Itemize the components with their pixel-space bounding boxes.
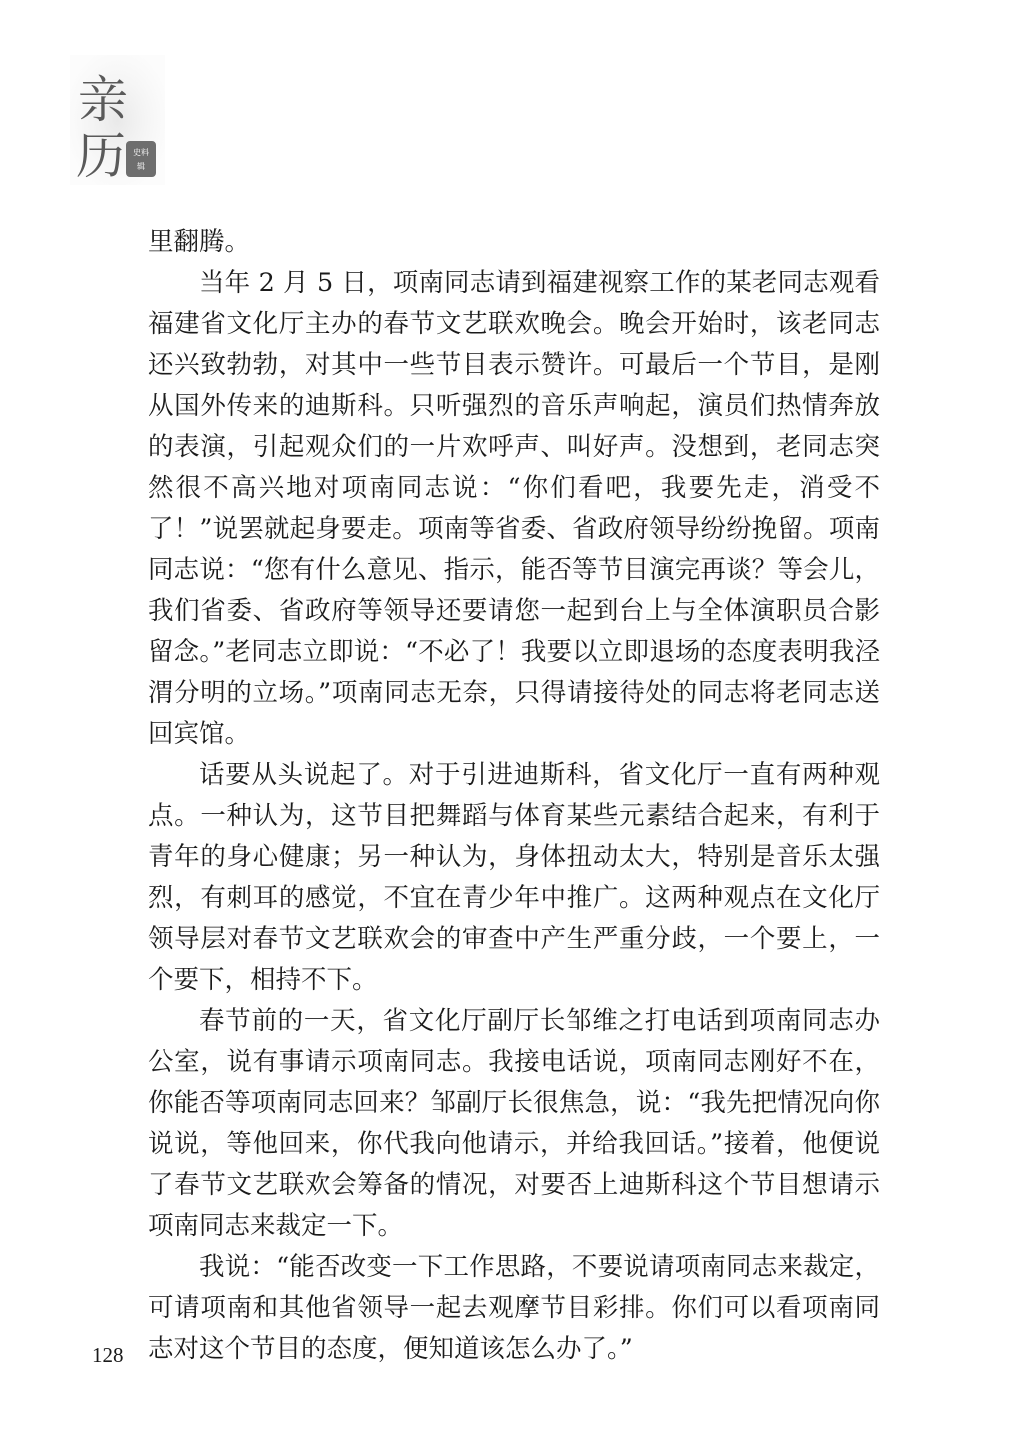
paragraph-continuation: 里翻腾。 bbox=[148, 227, 251, 257]
book-series-logo bbox=[70, 55, 165, 185]
paragraph: 话要从头说起了。对于引进迪斯科，省文化厅一直有两种观点。一种认为，这节目把舞蹈与体育某些元素结合起来，有利于青年的身心健康；另一种认为，身体扭动太大，特别是音乐太强烈，有刺耳的感觉，不宜在青少年中推广。这两种观点在文化厅领导层对春节文艺联欢会的审查中产生严重分歧，一个要上，一个要下，相持不下。 bbox=[148, 760, 880, 995]
svg-text:历: 历 bbox=[76, 127, 126, 185]
paragraph: 当年 2 月 5 日，项南同志请到福建视察工作的某老同志观看福建省文化厅主办的春节文艺联欢晚会。晚会开始时，该老同志还兴致勃勃，对其中一些节目表示赞许。可最后一个节目，是刚从国外传来的迪斯科。只听强烈的音乐声响起，演员们热情奔放的表演，引起观众们的一片欢呼声、叫好声。没想到，老同志突然很不高兴地对项南同志说：“你们看吧，我要先走，消受不了！”说罢就起身要走。项南等省委、省政府领导纷纷挽留。项南同志说：“您有什么意见、指示，能否等节目演完再谈？等会儿，我们省委、省政府等领导还要请您一起到台上与全体演职员合影留念。”老同志立即说：“不必了！我要以立即退场的态度表明我泾渭分明的立场。”项南同志无奈，只得请接待处的同志将老同志送回宾馆。 bbox=[148, 268, 880, 749]
svg-text:亲: 亲 bbox=[78, 71, 128, 129]
svg-text:辑: 辑 bbox=[137, 162, 145, 171]
paragraph: 春节前的一天，省文化厅副厅长邹维之打电话到项南同志办公室，说有事请示项南同志。我接电话说，项南同志刚好不在，你能否等项南同志回来？邹副厅长很焦急，说：“我先把情况向你说说，等他回来，你代我向他请示，并给我回话。”接着，他便说了春节文艺联欢会筹备的情况，对要否上迪斯科这个节目想请示项南同志来裁定一下。 bbox=[148, 1006, 880, 1241]
page-number: 128 bbox=[92, 1343, 124, 1367]
svg-text:史料: 史料 bbox=[133, 148, 149, 157]
page-body-text bbox=[148, 222, 880, 1370]
paragraph: 我说：“能否改变一下工作思路，不要说请项南同志来裁定，可请项南和其他省领导一起去观摩节目彩排。你们可以看项南同志对这个节目的态度，便知道该怎么办了。” bbox=[148, 1252, 880, 1364]
